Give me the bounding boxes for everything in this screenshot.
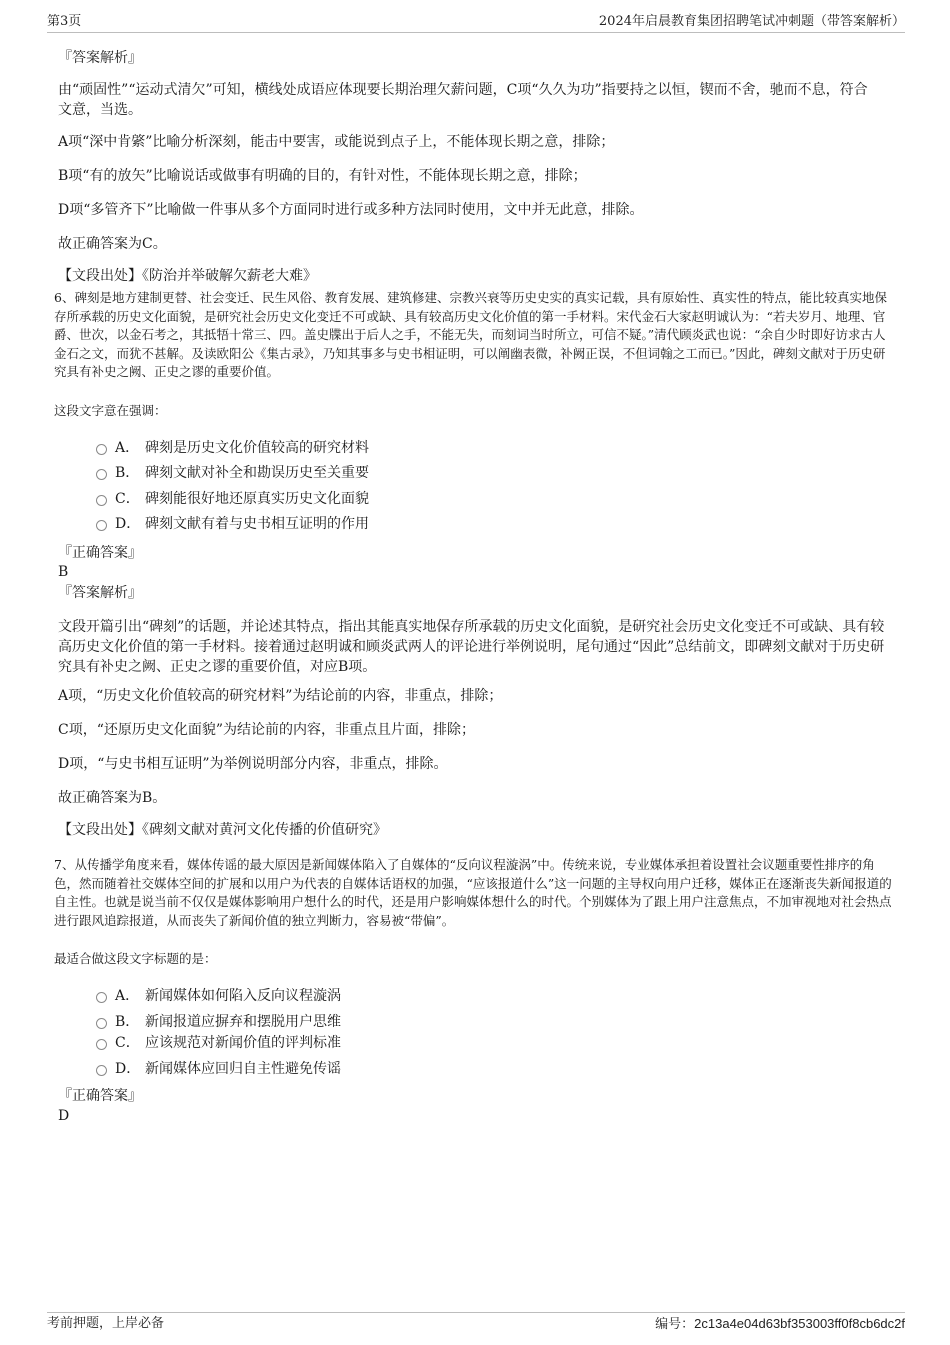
page-header [47,14,905,33]
q6-source: 【文段出处】《碑刻文献对黄河文化传播的价值研究》 [58,822,387,838]
option-letter: B． [115,1014,140,1030]
radio-icon[interactable] [96,444,107,455]
q6-option-b[interactable] [96,462,369,484]
q6-analysis-paragraph: 文段开篇引出“碑刻”的话题，并论述其特点，指出其能真实地保存所承载的历史文化面貌，是研究社会历史文化变迁不可或缺、具有较高历史文化价值的第一手材料。接着通过赵明诚和顾炎武两人的评论进行举例说明，尾句通过“因此”总结前文，即碑刻文献对于历史研究具有补史之阙、正史之谬的重要价值，对应B项。 [58,619,885,675]
radio-icon[interactable] [96,1039,107,1050]
q6-analysis-label: 『答案解析』 [58,585,142,601]
q6-conclusion: 故正确答案为B。 [58,790,167,806]
option-letter: A． [115,988,140,1004]
q6-analysis-option-a: A项，“历史文化价值较高的研究材料”为结论前的内容，非重点，排除； [58,688,503,704]
q6-analysis-option-c: C项，“还原历史文化面貌”为结论前的内容，非重点且片面，排除； [58,722,476,738]
option-text: 新闻媒体如何陷入反向议程漩涡 [145,988,341,1004]
q5-analysis-label: 『答案解析』 [58,50,142,66]
footer-serial [655,1315,905,1334]
page-footer [47,1312,905,1333]
serial-label: 编号： [655,1317,695,1332]
q6-answer-label: 『正确答案』 [58,545,142,561]
q5-analysis-paragraph: 由“顽固性”“运动式清欠”可知，横线处成语应体现要长期治理欠薪问题，C项“久久为功”指要持之以恒，锲而不舍，驰而不息，符合文意，当选。 [58,82,868,118]
radio-icon[interactable] [96,520,107,531]
option-text: 新闻媒体应回归自主性避免传谣 [145,1061,341,1077]
document-title: 2024年启晨教育集团招聘笔试冲刺题（带答案解析） [598,14,905,29]
q7-option-b[interactable] [96,1011,341,1033]
q7-option-c[interactable] [96,1032,341,1054]
option-text: 碑刻文献对补全和勘误历史至关重要 [145,465,369,481]
q6-analysis-option-d: D项，“与史书相互证明”为举例说明部分内容，非重点，排除。 [58,756,448,772]
option-letter: C． [115,1035,140,1051]
q6-option-c[interactable] [96,488,369,510]
q6-option-a[interactable] [96,437,369,459]
option-letter: C． [115,491,140,507]
q7-option-a[interactable] [96,985,341,1007]
q5-source: 【文段出处】《防治并举破解欠薪老大难》 [58,268,317,284]
option-text: 碑刻文献有着与史书相互证明的作用 [145,516,369,532]
radio-icon[interactable] [96,469,107,480]
q7-answer-label: 『正确答案』 [58,1088,142,1104]
radio-icon[interactable] [96,1018,107,1029]
option-text: 应该规范对新闻价值的评判标准 [145,1035,341,1051]
q7-stem: 7、从传播学角度来看，媒体传谣的最大原因是新闻媒体陷入了自媒体的“反向议程漩涡”中。传统来说，专业媒体承担着设置社会议题重要性排序的角色，然而随着社交媒体空间的扩展和以用户为代表的自媒体话语权的加强，“应该报道什么”这一问题的主导权向用户迁移，媒体正在逐渐丧失新闻报道的自主性。也就是说当前不仅仅是媒体影响用户想什么的时代，还是用户影响媒体想什么的时代。个别媒体为了跟上用户注意焦点，不加审视地对社会热点进行跟风追踪报道，从而丧失了新闻价值的独立判断力，容易被“带偏”。 [54,857,892,928]
q7-question: 最适合做这段文字标题的是： [54,951,217,966]
q5-analysis-option-a: A项“深中肯綮”比喻分析深刻，能击中要害，或能说到点子上，不能体现长期之意，排除； [58,134,615,150]
radio-icon[interactable] [96,1065,107,1076]
radio-icon[interactable] [96,495,107,506]
q5-conclusion: 故正确答案为C。 [58,236,167,252]
radio-icon[interactable] [96,992,107,1003]
q6-answer: B [58,564,69,580]
page-number: 第3页 [47,14,82,29]
q7-option-d[interactable] [96,1058,341,1080]
q6-option-d[interactable] [96,513,369,535]
option-text: 新闻报道应摒弃和摆脱用户思维 [145,1014,341,1030]
q6-question: 这段文字意在强调： [54,403,167,418]
serial-number: 2c13a4e04d63bf353003ff0f8cb6dc2f [694,1316,905,1331]
option-letter: B． [115,465,140,481]
q6-stem: 6、碑刻是地方建制更替、社会变迁、民生风俗、教育发展、建筑修建、宗教兴衰等历史史实的真实记载，具有原始性、真实性的特点，能比较真实地保存所承载的历史文化面貌，是研究社会历史文化变迁不可或缺、具有较高历史文化价值的第一手材料。宋代金石大家赵明诚认为：“若夫岁月、地理、官爵、世次，以金石考之，其抵牾十常三、四。盖史牒出于后人之手，不能无失，而刻词当时所立，可信不疑。”清代顾炎武也说：“余自少时即好访求古人金石之文，而犹不甚解。及读欧阳公《集古录》，乃知其事多与史书相证明，可以阐幽表微，补阙正误，不但词翰之工而已。”因此，碑刻文献对于历史研究具有补史之阙、正史之谬的重要价值。 [54,290,887,379]
footer-slogan: 考前押题，上岸必备 [47,1316,165,1331]
option-letter: D． [115,516,141,532]
q5-analysis-option-d: D项“多管齐下”比喻做一件事从多个方面同时进行或多种方法同时使用，文中并无此意，排除。 [58,202,644,218]
option-letter: D． [115,1061,141,1077]
q5-analysis-option-b: B项“有的放矢”比喻说话或做事有明确的目的，有针对性，不能体现长期之意，排除； [58,168,587,184]
option-letter: A． [115,440,140,456]
q7-answer: D [58,1108,70,1124]
option-text: 碑刻能很好地还原真实历史文化面貌 [145,491,369,507]
option-text: 碑刻是历史文化价值较高的研究材料 [145,440,369,456]
